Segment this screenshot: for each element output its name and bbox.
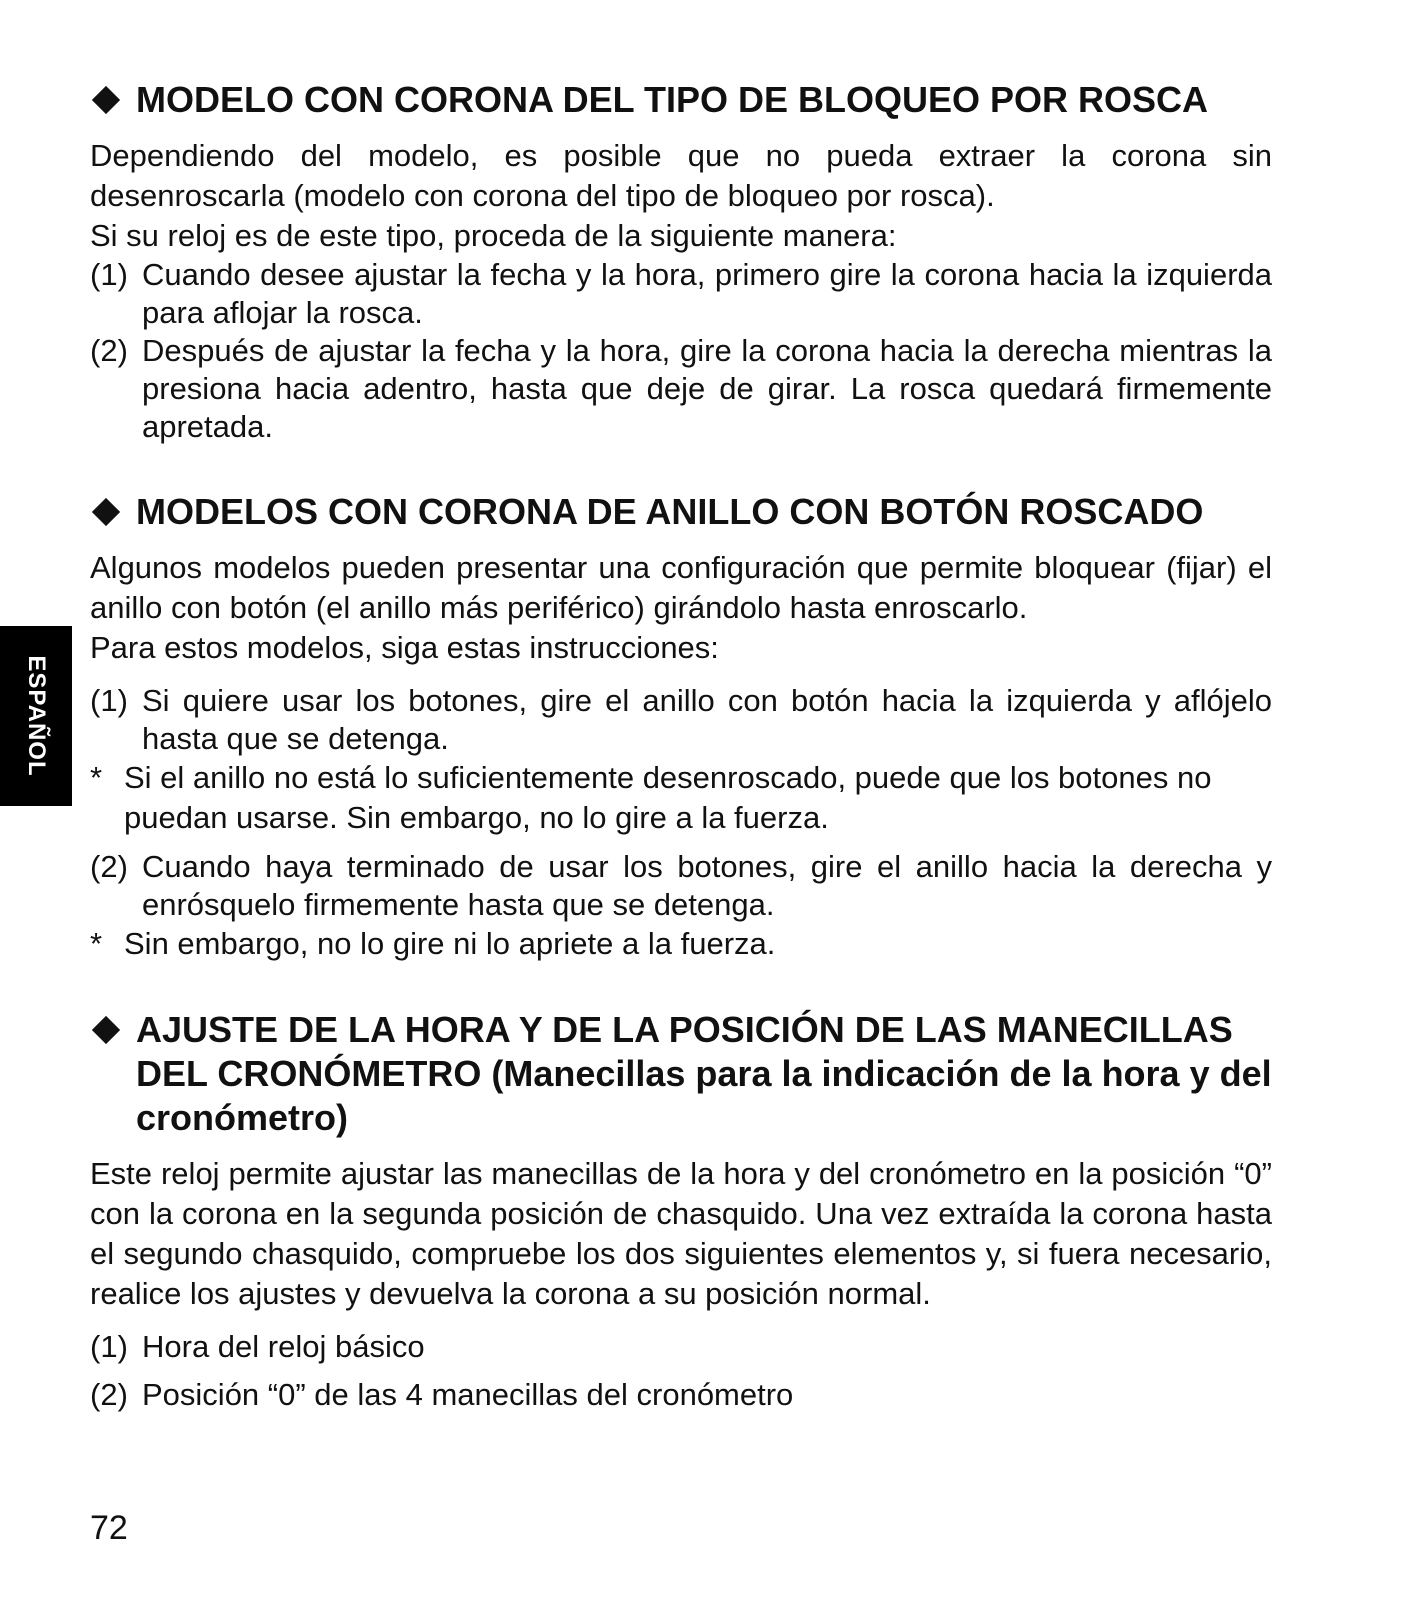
page-number: 72 xyxy=(90,1509,128,1547)
list-text: Cuando desee ajustar la fecha y la hora, primero gire la corona hacia la izquierda para aflojar la rosca. xyxy=(142,257,1272,330)
list-text: Si quiere usar los botones, gire el anillo con botón hacia la izquierda y aflójelo hasta que se detenga. xyxy=(142,683,1272,756)
list-number: (1) xyxy=(90,1329,128,1364)
note-text: Si el anillo no está lo suficientemente desenroscado, puede que los botones no puedan usarse. Sin embargo, no lo gire a la fuerza. xyxy=(124,760,1212,835)
section-title: AJUSTE DE LA HORA Y DE LA POSICIÓN DE LAS MANECILLAS DEL CRONÓMETRO (Manecillas para la indicación de la hora y del cronómetro) xyxy=(136,1009,1272,1138)
section-heading xyxy=(90,1008,1272,1140)
diamond-bullet-icon xyxy=(92,1016,120,1044)
section-ring-button-crown xyxy=(90,490,1272,964)
diamond-bullet-icon xyxy=(92,498,120,526)
section-title: MODELOS CON CORONA DE ANILLO CON BOTÓN ROSCADO xyxy=(136,491,1204,532)
note-asterisk: * xyxy=(90,760,103,795)
list-number: (2) xyxy=(90,1377,128,1412)
list-item xyxy=(90,332,1272,446)
note-item xyxy=(90,924,1272,964)
list-number: (2) xyxy=(90,333,128,368)
list-text: Hora del reloj básico xyxy=(142,1329,425,1364)
section-title: MODELO CON CORONA DEL TIPO DE BLOQUEO POR ROSCA xyxy=(136,79,1209,120)
paragraph: Para estos modelos, siga estas instrucciones: xyxy=(90,630,719,665)
paragraph: Este reloj permite ajustar las manecillas de la hora y del cronómetro en la posición “0” con la corona en la segunda posición de chasquido. Una vez extraída la corona hasta el segundo chasquido, compruebe los dos siguientes elementos y, si fuera necesario, realice los ajustes y devuelva la corona a su posición normal. xyxy=(90,1156,1272,1311)
section-heading xyxy=(90,490,1272,534)
note-asterisk: * xyxy=(90,926,103,961)
paragraph: Algunos modelos pueden presentar una configuración que permite bloquear (fijar) el anillo con botón (el anillo más periférico) girándolo hasta enroscarlo. xyxy=(90,550,1272,625)
list-text: Cuando haya terminado de usar los botones, gire el anillo hacia la derecha y enrósquelo firmemente hasta que se detenga. xyxy=(142,849,1272,922)
note-text: Sin embargo, no lo gire ni lo apriete a la fuerza. xyxy=(124,926,776,961)
list-text: Posición “0” de las 4 manecillas del cronómetro xyxy=(142,1377,794,1412)
paragraph: Si su reloj es de este tipo, proceda de la siguiente manera: xyxy=(90,218,897,253)
page-content xyxy=(90,78,1272,1414)
list-item xyxy=(90,848,1272,924)
section-heading xyxy=(90,78,1272,122)
list-number: (2) xyxy=(90,849,128,884)
language-tab xyxy=(0,626,72,806)
diamond-bullet-icon xyxy=(92,86,120,114)
language-tab-label: ESPAÑOL xyxy=(23,655,50,777)
list-item xyxy=(90,256,1272,332)
list-item xyxy=(90,1376,1272,1414)
note-item xyxy=(90,758,1272,838)
list-text: Después de ajustar la fecha y la hora, gire la corona hacia la derecha mientras la presiona hacia adentro, hasta que deje de girar. La rosca quedará firmemente apretada. xyxy=(142,333,1272,444)
list-item xyxy=(90,1328,1272,1366)
list-item xyxy=(90,682,1272,758)
paragraph: Dependiendo del modelo, es posible que no pueda extraer la corona sin desenroscarla (modelo con corona del tipo de bloqueo por rosca). xyxy=(90,138,1272,213)
section-hand-position-adjustment xyxy=(90,1008,1272,1414)
section-screw-lock-crown xyxy=(90,78,1272,446)
list-number: (1) xyxy=(90,257,128,292)
list-number: (1) xyxy=(90,683,128,718)
